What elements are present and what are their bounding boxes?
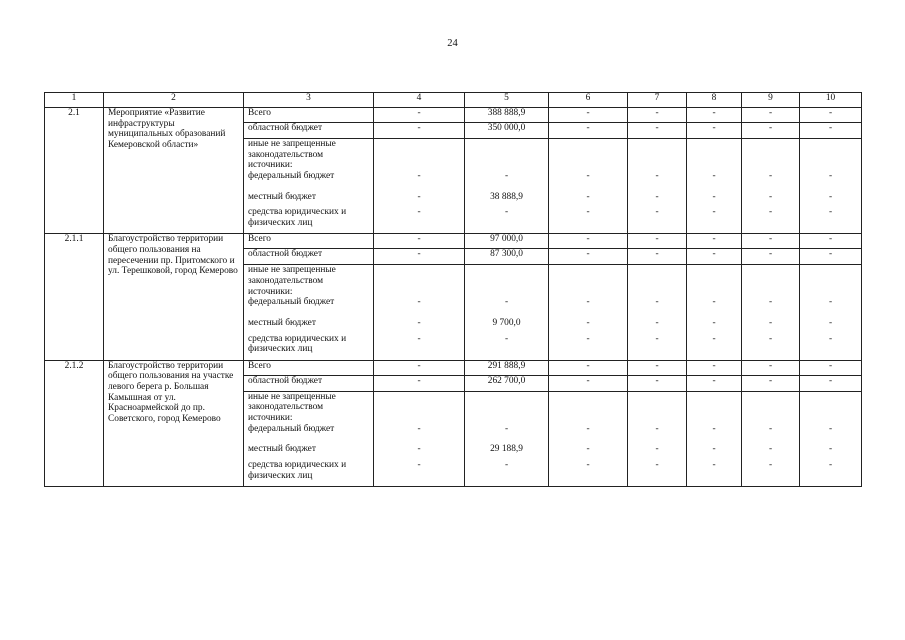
cell-federal: - (586, 423, 590, 434)
row-code: 2.1.1 (45, 234, 104, 360)
cell-regional-col-5: 262 700,0 (465, 375, 549, 391)
cell-federal: - (504, 423, 509, 434)
cell-total-col-4: - (374, 108, 465, 123)
spacer (248, 434, 369, 444)
header-col-5: 5 (465, 93, 549, 108)
cell-total-col-5: 291 888,9 (465, 360, 549, 375)
source-local-label: местный бюджет (248, 317, 316, 328)
cell-local: - (655, 191, 659, 202)
header-col-1: 1 (45, 93, 104, 108)
cell-federal: - (655, 297, 659, 308)
cell-regional-col-6: - (549, 123, 628, 139)
cell-other-col-9 (742, 265, 800, 360)
source-legal-label: средства юридических и физических лиц (248, 207, 347, 228)
cell-legal: - (417, 333, 421, 344)
cell-local: - (768, 317, 773, 328)
cell-total-col-8: - (687, 234, 742, 249)
cell-federal: - (828, 297, 833, 308)
cell-other-col-7 (628, 265, 687, 360)
cell-local: - (655, 444, 659, 455)
cell-other-col-8 (687, 391, 742, 486)
cell-other-col-4 (374, 265, 465, 360)
cell-other-col-5 (465, 391, 549, 486)
source-other-label: иные не запрещенные законодательством источники: (248, 139, 336, 171)
cell-regional-col-10: - (800, 375, 862, 391)
cell-regional-col-9: - (742, 375, 800, 391)
cell-regional-col-8: - (687, 123, 742, 139)
cell-federal: - (712, 170, 716, 181)
row-description: Благоустройство территории общего пользования на участке левого берега р. Большая Камышная от ул. Красноармейской до пр. Советского, город Кемерово (104, 360, 244, 486)
spacer (632, 182, 682, 192)
cell-regional-col-7: - (628, 375, 687, 391)
cell-total-col-5: 388 888,9 (465, 108, 549, 123)
cell-local: - (828, 317, 833, 328)
row-code: 2.1.2 (45, 360, 104, 486)
source-federal-label: федеральный бюджет (248, 423, 335, 434)
cell-other-col-10 (800, 139, 862, 234)
source-other-block (244, 391, 374, 486)
cell-federal: - (828, 423, 833, 434)
spacer (553, 182, 623, 192)
header-col-7: 7 (628, 93, 687, 108)
cell-federal: - (586, 170, 590, 181)
cell-legal: - (828, 207, 833, 218)
cell-regional-col-6: - (549, 249, 628, 265)
cell-regional-col-10: - (800, 123, 862, 139)
cell-total-col-8: - (687, 108, 742, 123)
cell-other-col-4 (374, 139, 465, 234)
source-total-label: Всего (244, 108, 374, 123)
cell-other-col-7 (628, 139, 687, 234)
cell-regional-col-6: - (549, 375, 628, 391)
cell-regional-col-5: 350 000,0 (465, 123, 549, 139)
spacer (804, 434, 857, 444)
cell-local: 9 700,0 (492, 317, 521, 328)
cell-other-col-4 (374, 391, 465, 486)
spacer (248, 355, 369, 360)
cell-federal: - (768, 423, 773, 434)
spacer (553, 434, 623, 444)
cell-total-col-9: - (742, 108, 800, 123)
source-regional-label: областной бюджет (244, 375, 374, 391)
cell-other-col-6 (549, 139, 628, 234)
cell-total-col-7: - (628, 360, 687, 375)
cell-legal: - (417, 207, 421, 218)
cell-regional-col-10: - (800, 249, 862, 265)
cell-local: - (768, 444, 773, 455)
cell-local: - (712, 191, 716, 202)
source-total-label: Всего (244, 234, 374, 249)
header-col-2: 2 (104, 93, 244, 108)
source-other-label: иные не запрещенные законодательством источники: (248, 265, 336, 297)
cell-local: - (655, 317, 659, 328)
cell-local: - (828, 191, 833, 202)
cell-total-col-7: - (628, 234, 687, 249)
page-number: 24 (447, 38, 458, 49)
cell-regional-col-9: - (742, 249, 800, 265)
cell-legal: - (768, 459, 773, 470)
cell-other-col-5 (465, 265, 549, 360)
cell-total-col-4: - (374, 360, 465, 375)
cell-local: 38 888,9 (490, 191, 523, 202)
source-regional-label: областной бюджет (244, 249, 374, 265)
cell-federal: - (712, 297, 716, 308)
cell-legal: - (712, 207, 716, 218)
cell-federal: - (712, 423, 716, 434)
source-other-label: иные не запрещенные законодательством источники: (248, 391, 336, 423)
cell-legal: - (828, 333, 833, 344)
spacer (632, 308, 682, 318)
cell-legal: - (768, 333, 773, 344)
cell-regional-col-5: 87 300,0 (465, 249, 549, 265)
spacer (632, 434, 682, 444)
cell-regional-col-8: - (687, 375, 742, 391)
cell-legal: - (712, 459, 716, 470)
cell-regional-col-8: - (687, 249, 742, 265)
budget-table (44, 92, 862, 487)
spacer (691, 182, 737, 192)
spacer (248, 481, 369, 486)
cell-federal: - (417, 170, 421, 181)
cell-total-col-6: - (549, 360, 628, 375)
spacer (691, 308, 737, 318)
cell-other-col-7 (628, 391, 687, 486)
spacer (378, 308, 460, 318)
cell-regional-col-4: - (374, 249, 465, 265)
cell-local: - (712, 444, 716, 455)
table-row (45, 108, 862, 123)
cell-legal: - (504, 459, 509, 470)
cell-other-col-8 (687, 265, 742, 360)
spacer (248, 228, 369, 233)
spacer (248, 182, 369, 192)
source-total-label: Всего (244, 360, 374, 375)
cell-federal: - (655, 423, 659, 434)
cell-local: - (828, 444, 833, 455)
cell-federal: - (504, 170, 509, 181)
header-col-9: 9 (742, 93, 800, 108)
cell-local: - (417, 191, 421, 202)
source-legal-label: средства юридических и физических лиц (248, 333, 347, 355)
table-row (45, 234, 862, 249)
header-col-4: 4 (374, 93, 465, 108)
cell-total-col-6: - (549, 234, 628, 249)
spacer (469, 434, 544, 444)
cell-other-col-5 (465, 139, 549, 234)
cell-local: - (417, 444, 421, 455)
cell-total-col-6: - (549, 108, 628, 123)
cell-total-col-9: - (742, 360, 800, 375)
cell-legal: - (586, 459, 590, 470)
header-col-6: 6 (549, 93, 628, 108)
cell-total-col-5: 97 000,0 (465, 234, 549, 249)
cell-legal: - (417, 459, 421, 470)
cell-regional-col-4: - (374, 123, 465, 139)
cell-total-col-10: - (800, 234, 862, 249)
cell-local: - (586, 317, 590, 328)
cell-federal: - (768, 297, 773, 308)
spacer (746, 308, 795, 318)
cell-federal: - (655, 170, 659, 181)
cell-total-col-9: - (742, 234, 800, 249)
spacer (691, 434, 737, 444)
cell-legal: - (504, 207, 509, 218)
header-col-10: 10 (800, 93, 862, 108)
cell-legal: - (768, 207, 773, 218)
source-regional-label: областной бюджет (244, 123, 374, 139)
spacer (378, 182, 460, 192)
cell-local: - (768, 191, 773, 202)
row-description: Мероприятие «Развитие инфраструктуры муниципальных образований Кемеровской области» (104, 108, 244, 234)
cell-local: - (586, 191, 590, 202)
cell-regional-col-7: - (628, 123, 687, 139)
cell-other-col-6 (549, 265, 628, 360)
source-other-block (244, 265, 374, 360)
spacer (553, 308, 623, 318)
header-col-3: 3 (244, 93, 374, 108)
cell-local: - (417, 317, 421, 328)
source-local-label: местный бюджет (248, 191, 316, 202)
cell-federal: - (828, 170, 833, 181)
spacer (248, 308, 369, 318)
cell-total-col-10: - (800, 360, 862, 375)
spacer (469, 182, 544, 192)
cell-local: 29 188,9 (490, 444, 523, 455)
cell-local: - (712, 317, 716, 328)
cell-legal: - (828, 459, 833, 470)
row-code: 2.1 (45, 108, 104, 234)
header-col-8: 8 (687, 93, 742, 108)
cell-legal: - (586, 333, 590, 344)
cell-other-col-6 (549, 391, 628, 486)
cell-regional-col-4: - (374, 375, 465, 391)
spacer (746, 434, 795, 444)
cell-total-col-4: - (374, 234, 465, 249)
cell-legal: - (586, 207, 590, 218)
cell-federal: - (768, 170, 773, 181)
cell-federal: - (586, 297, 590, 308)
cell-total-col-10: - (800, 108, 862, 123)
cell-legal: - (504, 333, 509, 344)
spacer (804, 308, 857, 318)
cell-legal: - (655, 333, 659, 344)
cell-other-col-8 (687, 139, 742, 234)
cell-local: - (586, 444, 590, 455)
cell-federal: - (417, 297, 421, 308)
cell-regional-col-9: - (742, 123, 800, 139)
source-local-label: местный бюджет (248, 444, 316, 455)
cell-legal: - (712, 333, 716, 344)
cell-federal: - (504, 297, 509, 308)
cell-legal: - (655, 459, 659, 470)
source-federal-label: федеральный бюджет (248, 297, 335, 308)
cell-other-col-10 (800, 265, 862, 360)
source-federal-label: федеральный бюджет (248, 170, 335, 181)
spacer (378, 434, 460, 444)
table-body (45, 108, 862, 487)
cell-federal: - (417, 423, 421, 434)
cell-regional-col-7: - (628, 249, 687, 265)
header-row (45, 93, 862, 108)
row-description: Благоустройство территории общего пользования на пересечении пр. Притомского и ул. Терешковой, город Кемерово (104, 234, 244, 360)
spacer (469, 308, 544, 318)
cell-other-col-9 (742, 391, 800, 486)
spacer (804, 182, 857, 192)
spacer (746, 182, 795, 192)
cell-total-col-7: - (628, 108, 687, 123)
source-other-block (244, 139, 374, 234)
cell-total-col-8: - (687, 360, 742, 375)
cell-other-col-10 (800, 391, 862, 486)
table-row (45, 360, 862, 375)
source-legal-label: средства юридических и физических лиц (248, 459, 347, 481)
cell-legal: - (655, 207, 659, 218)
cell-other-col-9 (742, 139, 800, 234)
